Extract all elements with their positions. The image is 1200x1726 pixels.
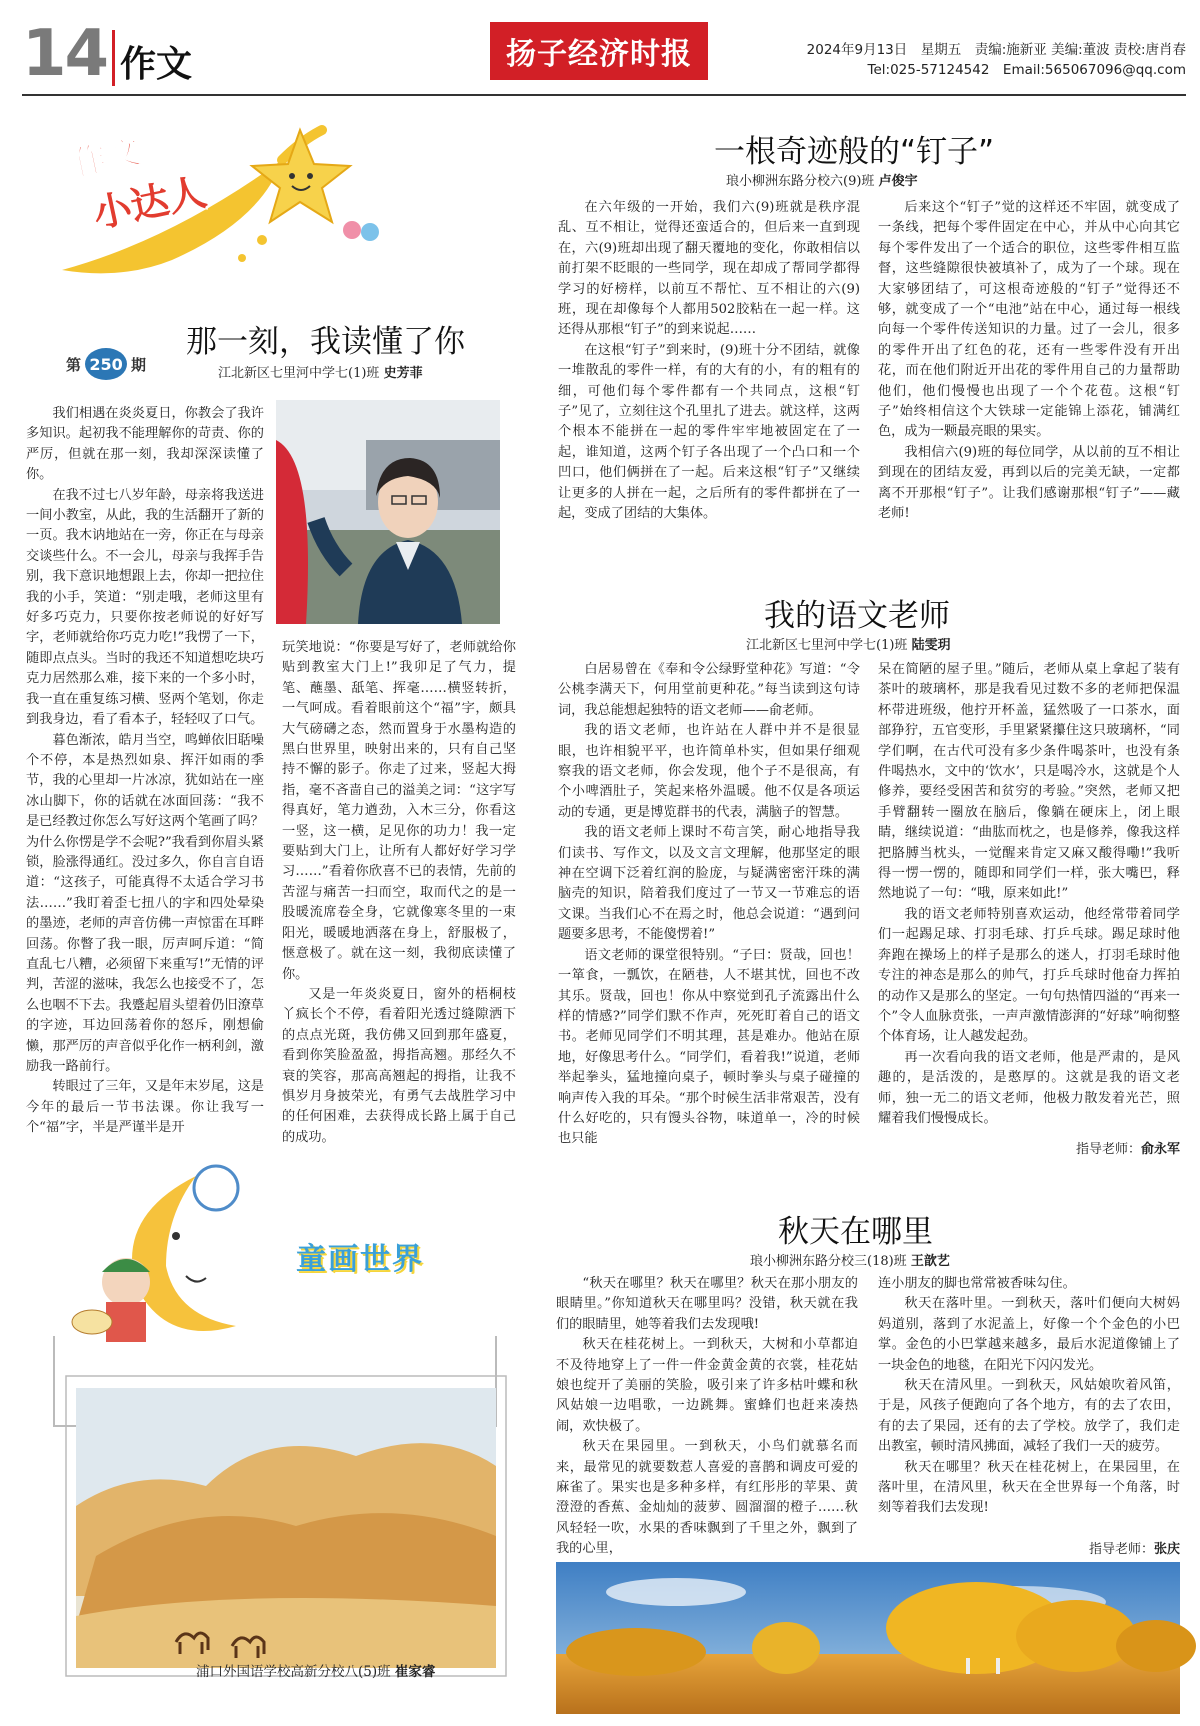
article3-column2 xyxy=(878,660,1180,1132)
paragraph: 在我不过七八岁年龄，母亲将我送进一间小教室，从此，我的生活翻开了新的一页。我木讷地站在一旁，你正在与母亲交谈些什么。不一会儿，母亲与我挥手告别，我下意识地想跟上去，你却一把拉住我的小手，笑道：“别走哦，老师这里有好多巧克力，只要你按老师说的好好写字，老师就给你巧克力吃!”我愣了一下，随即点点头。当时的我还不知道想吃块巧克力居然那么难，接下来的一个多小时，我一直在重复练习横、竖两个笔划，你走到我身边，看了看本子，轻轻叹了口气。 xyxy=(26,487,264,728)
article4-column1 xyxy=(556,1274,858,1556)
paragraph: 呆在简陋的屋子里。”随后，老师从桌上拿起了装有茶叶的玻璃杯，那是我看见过数不多的老师把保温杯带进班级，他拧开杯盖，猛然吸了一口茶水，面部狰狞，五官变形，手里紧紧攥住这只玻璃杯，“同学们啊，在古代可没有多少条件喝茶叶，也没有条件喝热水，文中的‘饮水’，只是喝冷水，这就是个人修养，要经受困苦和贫穷的考验。”突然，老师又把手臂翻转一圈放在脑后，像躺在硬床上，闭上眼睛，继续说道：“曲肱而枕之，也是修养，像我这样把胳膊当枕头，一觉醒来肯定又麻又酸得嘞!”我听得一愣一愣的，随即和同学们一样，张大嘴巴，释然地说了一句：“哦，原来如此!” xyxy=(878,662,1180,902)
article2-column1 xyxy=(558,198,860,550)
article4-teacher xyxy=(880,1538,1180,1557)
masthead-logo: 扬子经济时报 xyxy=(490,22,708,80)
section-title: 作文 xyxy=(120,44,193,85)
article3-school: 江北新区七里河中学七(1)班 xyxy=(746,638,908,653)
date-line: 2024年9月13日 星期五 责编:施新亚 美编:董波 责校:唐肖春 xyxy=(806,42,1186,58)
paragraph: 在这根“钉子”到来时，(9)班十分不团结，就像一堆散乱的零件一样，有的大有的小，有的粗有的细，可他们每个零件都有一个共同点，这根“钉子”见了，立刻往这个孔里扎了进去。就这样，这两个根本不能拼在一起的零件牢牢地被固定在了一起，谁知道，这两个钉子各出现了一个凸口和一个凹口，他们俩拼在了一起。后来这根“钉子”又继续让更多的人拼在一起，之后所有的零件都拼在了一起，变成了团结的大集体。 xyxy=(558,342,860,522)
header-divider xyxy=(112,30,115,86)
paragraph: 暮色渐浓，皓月当空，鸣蝉依旧聒噪个不停，本是热烈如泉、挥汗如雨的季节，我的心里却一片冰凉，犹如站在一座冰山脚下，你的话就在冰面回荡：“我不是已经教过你怎么写好这两个笔画了吗？为什么你愣是学不会呢?”我看到你眉头紧锁，脸涨得通红。没过多久，你自言自语道：“这孩子，可能真得不太适合学习书法……”我盯着歪七扭八的字和四处晕染的墨迹，老师的声音仿佛一声惊雷在耳畔回荡。你瞥了我一眼，厉声呵斥道：“简直乱七八糟，必须留下来重写!”无情的评判，苦涩的滋味，我怎么也接受不了，怎么也咽不下去。我蹙起眉头望着仍旧潦草的字迹，耳边回荡着你的怒斥，刚想偷懒，那严厉的声音似乎化作一柄利剑，激励我一路前行。 xyxy=(26,732,264,1074)
teacher-name: 俞永军 xyxy=(1140,1142,1180,1157)
paragraph: 转眼过了三年，又是年末岁尾，这是今年的最后一节书法课。你让我写一个“福”字，半是严谨半是开 xyxy=(26,1079,264,1136)
article1-column2 xyxy=(282,638,516,1145)
paragraph: 在六年级的一开始，我们六(9)班就是秩序混乱、互不相让，觉得还蛮适合的，但后来一直到现在，六(9)班却出现了翻天覆地的变化，你敢相信以前打架不眨眼的一些同学，现在却成了帮同学都得学习的好榜样，以前互不帮忙、互不相让的六(9)班，现在却像每个人都用502胶粘在一起一样。这还得从那根“钉子”的到来说起…… xyxy=(558,200,860,338)
logo-line1: 作文 xyxy=(69,131,145,185)
article3-author: 陆雯玥 xyxy=(911,638,951,653)
article3-teacher xyxy=(880,1138,1180,1157)
paragraph: 我相信六(9)班的每位同学，从以前的互不相让到现在的团结友爱，再到以后的完美无缺，一定都离不开那根“钉子”。让我们感谢那根“钉子”——藏老师! xyxy=(878,444,1180,522)
column-logo xyxy=(52,120,382,280)
painting-frame-icon xyxy=(36,1176,516,1696)
article1-title: 那一刻，我读懂了你 xyxy=(186,324,465,360)
teacher-prefix: 指导老师： xyxy=(1088,1542,1154,1557)
article3-column1 xyxy=(558,660,860,1158)
paragraph: 连小朋友的脚也常常被香味勾住。 xyxy=(878,1276,1076,1291)
paragraph: 后来这个“钉子”觉的这样还不牢固，就变成了一条线，把每个零件固定在中心，并从中心向其它每个零件发出了一个适合的职位，这些零件相互监督，这些缝隙很快被填补了，成为了一个球。现在大家够团结了，可这根奇迹般的“钉子”觉得还不够，就变成了一个“电池”站在中心，通过每一根线向每一个零件传送知识的力量。过了一会儿，很多的零件开出了红色的花，还有一些零件没有开出花，而在他们附近开出花的零件用自己的力量帮助他们，他们慢慢也出现了一个个花苞。这根“钉子”始终相信这个大铁球一定能锦上添花，铺满红色，成为一颗最亮眼的果实。 xyxy=(878,200,1180,440)
issue-number: 250 xyxy=(85,348,127,380)
issue-prefix: 第 xyxy=(66,355,82,374)
student-portrait-icon xyxy=(276,400,500,624)
autumn-photo xyxy=(556,1562,1180,1714)
page-number: 14 xyxy=(22,17,108,91)
header-rule xyxy=(22,94,1186,96)
painting-caption xyxy=(196,1660,435,1680)
paragraph: “秋天在哪里？秋天在哪里？秋天在那小朋友的眼睛里。”你知道秋天在哪里吗？没错，秋天就在我们的眼睛里，她等着我们去发现哦! xyxy=(556,1276,858,1332)
paragraph: 玩笑地说：“你要是写好了，老师就给你贴到教室大门上!”我卯足了气力，提笔、蘸墨、舐笔、挥毫……横竖转折，一气呵成。看着眼前这个“福”字，颇具大气磅礴之态，然而置身于水墨构造的黑白世界里，映射出来的，只有自己坚持不懈的影子。你走了过来，竖起大拇指，毫不吝啬自己的溢美之词：“这字写得真好，笔力遒劲，入木三分，你看这一竖，这一横，足见你的功力！我一定要贴到大门上，让所有人都好好学习学习……”看着你欣喜不已的表情，先前的苦涩与痛苦一扫而空，取而代之的是一股暖流席卷全身，它就像寒冬里的一束阳光，暖暖地洒落在身上，舒服极了，惬意极了。就在这一刻，我彻底读懂了你。 xyxy=(282,640,516,982)
issue-badge xyxy=(66,348,146,380)
paragraph: 我的语文老师特别喜欢运动，他经常带着同学们一起踢足球、打羽毛球、打乒乓球。踢足球时他奔跑在操场上的样子是那么的迷人，打羽毛球时他专注的神态是那么的帅气，打乒乓球时他奋力挥拍的动作又是那么的坚定。一句句热情四溢的“再来一个”令人血脉贲张，一声声激情澎湃的“好球”响彻整个体育场，让人越发起劲。 xyxy=(878,906,1180,1045)
article4-author: 王歆艺 xyxy=(910,1254,950,1269)
paragraph: 我们相遇在炎炎夏日，你教会了我许多知识。起初我不能理解你的苛责、你的严厉，但就在那一刻，我却深深读懂了你。 xyxy=(26,406,264,483)
paragraph: 秋天在桂花树上。一到秋天，大树和小草都迫不及待地穿上了一件一件金黄金黄的衣裳，桂花姑娘也绽开了美丽的笑脸，吸引来了许多枯叶蝶和秋风姑娘一边唱歌，一边跳舞。蜜蜂们也赶来凑热闹，欢快极了。 xyxy=(556,1337,858,1434)
children-art-title: 童画世界 xyxy=(296,1242,424,1277)
paragraph: 秋天在哪里？秋天在桂花树上，在果园里，在落叶里，在清风里，秋天在全世界每一个角落，时刻等着我们去发现! xyxy=(878,1459,1180,1516)
painting-panel xyxy=(36,1176,516,1696)
article1-school: 江北新区七里河中学七(1)班 xyxy=(218,366,380,381)
header-info xyxy=(782,40,1186,80)
logo-line2: 小达人 xyxy=(89,169,211,237)
article2-school: 琅小柳洲东路分校六(9)班 xyxy=(726,174,875,189)
article4-title: 秋天在哪里 xyxy=(778,1214,933,1250)
paragraph: 秋天在果园里。一到秋天，小鸟们就慕名而来，最常见的就要数惹人喜爱的喜鹊和调皮可爱的麻雀了。果实也是多种多样，有红彤彤的苹果、黄澄澄的香蕉、金灿灿的菠萝、圆溜溜的橙子……秋风轻轻一吹，水果的香味飘到了千里之外，飘到了我的心里， xyxy=(556,1439,858,1557)
article3-byline xyxy=(746,634,951,653)
paragraph: 我的语文老师，也许站在人群中并不是很显眼，也许相貌平平，也许简单朴实，但如果仔细观察我的语文老师，你会发现，他个子不是很高，有个小啤酒肚子，笑起来格外温暖。他不仅是各项运动的专通，更是博览群书的代表，满脑子的智慧。 xyxy=(558,723,860,820)
paragraph: 秋天在清风里。一到秋天，风姑娘吹着风笛，于是，风孩子便跑向了各个地方，有的去了农田，有的去了果园，还有的去了学校。放学了，我们走出教室，顿时清风拂面，减轻了我们一天的疲劳。 xyxy=(878,1378,1180,1455)
author-photo xyxy=(276,400,500,624)
paragraph: 再一次看向我的语文老师，他是严肃的，是风趣的，是活泼的，是憨厚的。这就是我的语文老师，独一无二的语文老师，他极力散发着光芒，照耀着我们慢慢成长。 xyxy=(878,1049,1180,1126)
article3-title: 我的语文老师 xyxy=(764,598,950,634)
painting-author: 崔家睿 xyxy=(394,1664,436,1680)
article1-author: 史芳菲 xyxy=(383,366,423,381)
autumn-landscape-icon xyxy=(556,1562,1180,1714)
contact-line: Tel:025-57124542 Email:565067096@qq.com xyxy=(867,62,1186,78)
article4-school: 琅小柳洲东路分校三(18)班 xyxy=(750,1254,907,1269)
article1-column1 xyxy=(26,404,264,1136)
article4-byline xyxy=(750,1250,950,1269)
article4-column2 xyxy=(878,1274,1180,1536)
paragraph: 又是一年炎炎夏日，窗外的梧桐枝丫疯长个不停，看着阳光透过缝隙洒下的点点光斑，我仿佛又回到那年盛夏，看到你笑脸盈盈，拇指高翘。那经久不衰的笑容，那高高翘起的拇指，让我不惧岁月身披荣光，有勇气去战胜学习中的任何困难，去获得成长路上属于自己的成功。 xyxy=(282,986,516,1145)
article1-byline xyxy=(218,362,423,381)
article2-byline xyxy=(726,170,918,189)
teacher-name: 张庆 xyxy=(1153,1542,1180,1557)
article2-title: 一根奇迹般的“钉子” xyxy=(714,134,995,170)
article2-author: 卢俊宇 xyxy=(878,174,918,189)
painting-school: 浦口外国语学校高新分校八(5)班 xyxy=(196,1664,391,1680)
paragraph: 我的语文老师上课时不苟言笑，耐心地指导我们读书、写作文，以及文言文理解，他那坚定的眼神在空调下泛着红润的脸庞，与疑满密密汗珠的满脑壳的知识，陪着我们度过了一节又一节难忘的语文课。当我们心不在焉之时，他总会说道：“遇到问题要多思考，不能傻愣着!” xyxy=(558,825,860,943)
paragraph: 语文老师的课堂很特别。“子曰：贤哉，回也！一箪食，一瓢饮，在陋巷，人不堪其忧，回也不改其乐。贤哉，回也！你从中察觉到孔子流露出什么样的情感?”同学们默不作声，死死盯着自己的语文书。老师见同学们不明其理，甚是难办。他站在原地，好像思考什么。“同学们，看着我!”说道，老师举起拳头，猛地撞向桌子，顿时拳头与桌子碰撞的响声传入我的耳朵。“那个时候生活非常艰苦，没有什么好吃的，只有馒头谷物，味道单一，冷的时候也只能 xyxy=(558,947,860,1147)
paragraph: 秋天在落叶里。一到秋天，落叶们便向大树妈妈道别，落到了水泥盖上，好像一个个金色的小巴掌。金色的小巴掌越来越多，最后水泥道像铺上了一块金色的地毯，在阳光下闪闪发光。 xyxy=(878,1296,1180,1373)
paragraph: 白居易曾在《奉和令公绿野堂种花》写道：“令公桃李满天下，何用堂前更种花。”每当读到这句诗词，我总能想起独特的语文老师——俞老师。 xyxy=(558,662,860,718)
article2-column2 xyxy=(878,198,1180,550)
issue-suffix: 期 xyxy=(131,355,147,374)
teacher-prefix: 指导老师： xyxy=(1075,1142,1141,1157)
